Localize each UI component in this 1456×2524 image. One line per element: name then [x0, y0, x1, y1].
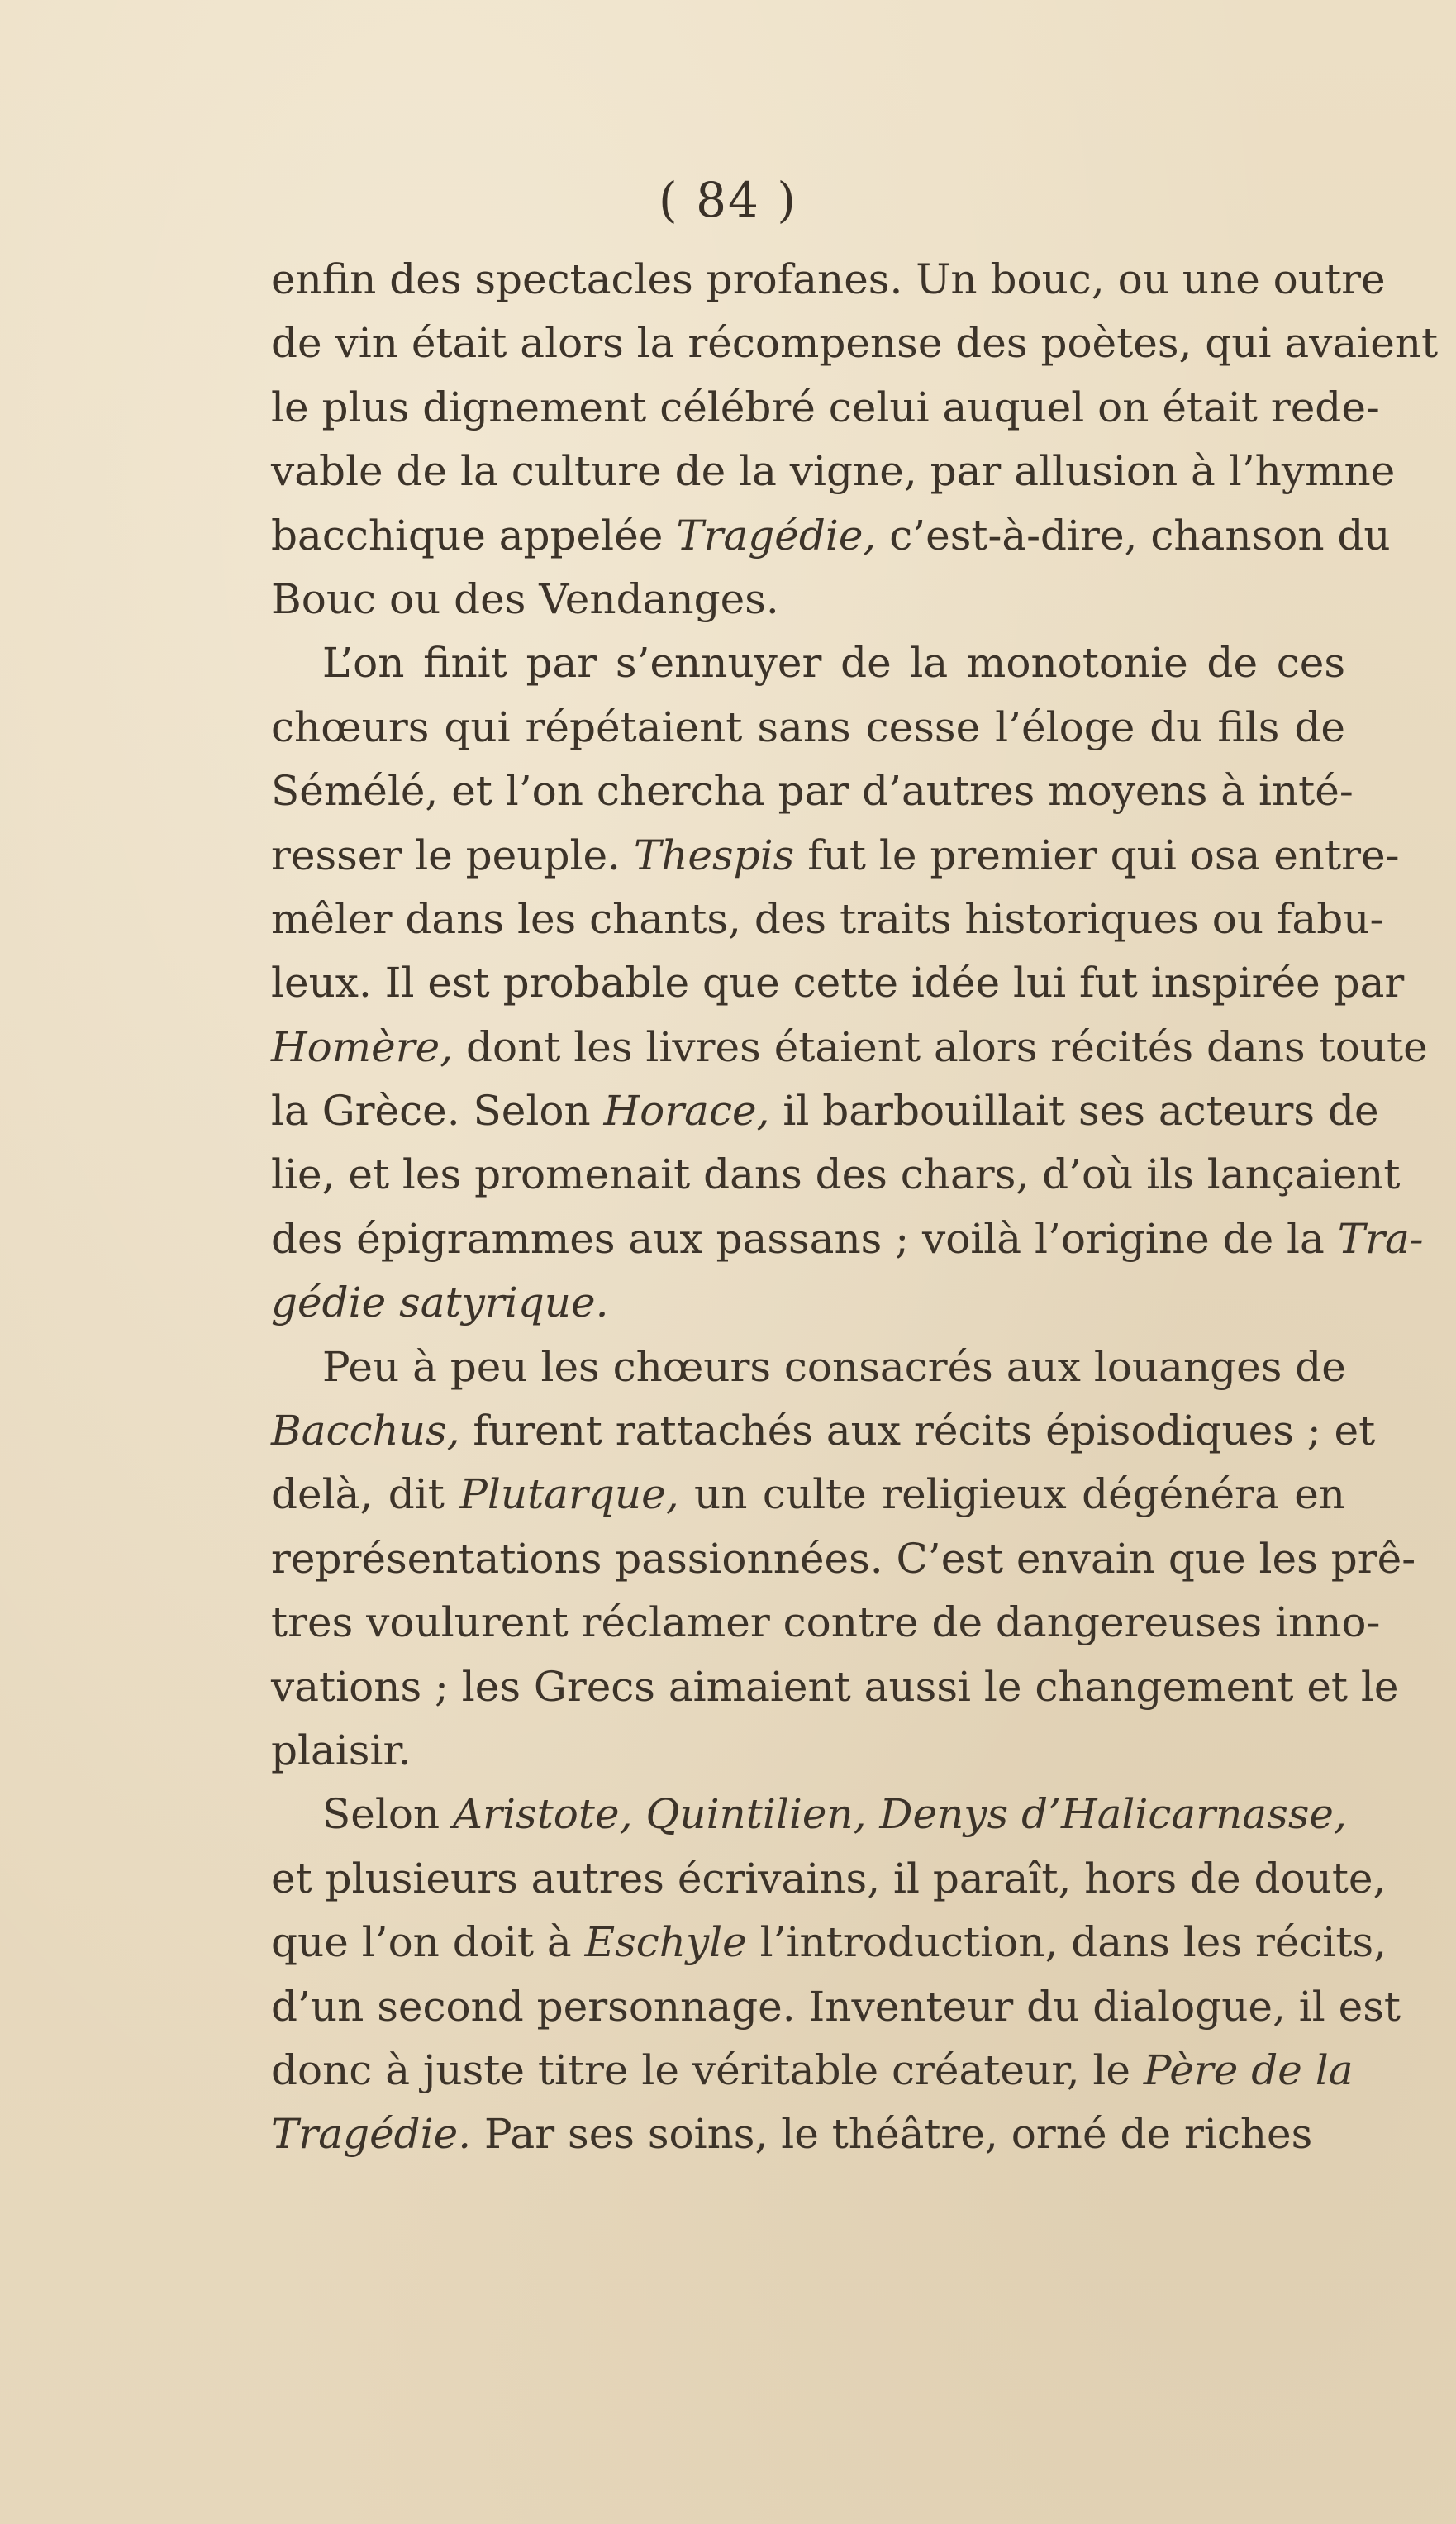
text-run: enfin des spectacles profanes. Un bouc, ou une outre [271, 255, 1386, 303]
italic-text: Aristote, Quintilien, Denys d’Halicarnasse, [453, 1790, 1347, 1839]
text-run: Peu à peu les chœurs consacrés aux louanges de [322, 1342, 1346, 1391]
text-run: chœurs qui répétaient sans cesse l’éloge du fils de [271, 702, 1345, 751]
text-line [271, 1975, 1401, 2039]
text-run: des épigrammes aux passans ; voilà l’origine de la [271, 1214, 1338, 1263]
text-line [271, 888, 1384, 951]
text-run: que l’on doit à [271, 1918, 585, 1967]
text-line [271, 248, 1386, 312]
text-line [271, 312, 1439, 375]
text-run: Sémélé, et l’on chercha par d’autres moyens à inté- [271, 767, 1354, 816]
text-run: fut le premier qui osa entre- [794, 831, 1400, 879]
text-line [271, 2103, 1345, 2166]
italic-text: Plutarque, [459, 1470, 679, 1519]
italic-text: Thespis [633, 831, 795, 879]
text-line [271, 1847, 1387, 1911]
text-run: il barbouillait ses acteurs de [769, 1087, 1379, 1136]
text-run: dont les livres étaient alors récités dans toute [453, 1022, 1428, 1071]
text-block [271, 248, 1439, 2167]
italic-text: Tragédie. [271, 2110, 472, 2159]
text-line [271, 1911, 1387, 1974]
italic-text: Tragédie, [676, 511, 877, 560]
text-run: delà, dit [271, 1470, 460, 1519]
text-line [271, 440, 1396, 503]
text-run: Selon [322, 1790, 454, 1839]
text-run: et plusieurs autres écrivains, il paraît, hors de doute, [271, 1854, 1387, 1903]
text-run: bacchique appelée [271, 511, 677, 560]
text-line [271, 568, 1345, 631]
italic-text: Père de la [1143, 2045, 1354, 2094]
text-run: de vin était alors la récompense des poètes, qui avaient [271, 319, 1439, 368]
text-line [271, 1016, 1428, 1079]
text-run: lie, et les promenait dans des chars, d’où ils lançaient [271, 1150, 1401, 1199]
text-run: donc à juste titre le véritable créateur, le [271, 2045, 1144, 2094]
text-run: Par ses soins, le théâtre, orné de riches [471, 2110, 1313, 2159]
text-run: représentations passionnées. C’est envain que les prê- [271, 1534, 1416, 1583]
text-line [271, 1655, 1399, 1719]
italic-text: Tra- [1337, 1214, 1424, 1263]
text-run: d’un second personnage. Inventeur du dialogue, il est [271, 1982, 1401, 2031]
italic-text: Bacchus, [271, 1407, 460, 1455]
text-line [271, 504, 1391, 568]
text-line [271, 1143, 1401, 1207]
text-run: tres voulurent réclamer contre de dangereuses inno- [271, 1598, 1381, 1647]
text-line [271, 1207, 1424, 1271]
text-line [271, 824, 1400, 888]
italic-text: Homère, [271, 1022, 454, 1071]
text-line [271, 1783, 1345, 1846]
text-line [271, 1719, 1345, 1783]
text-run: un culte religieux dégénéra en [678, 1470, 1345, 1519]
text-run: c’est-à-dire, chanson du [876, 511, 1391, 560]
text-line [271, 1271, 1345, 1335]
text-line [271, 951, 1405, 1015]
text-run: leux. Il est probable que cette idée lui fut inspirée par [271, 959, 1405, 1007]
text-line [271, 631, 1345, 695]
text-run: la Grèce. Selon [271, 1087, 604, 1136]
italic-text: gédie satyrique. [271, 1279, 609, 1327]
text-line [271, 696, 1345, 760]
text-run: resser le peuple. [271, 831, 634, 879]
italic-text: Horace, [603, 1087, 770, 1136]
text-run: plaisir. [271, 1726, 412, 1774]
text-line [271, 1463, 1345, 1526]
text-run: Bouc ou des Vendanges. [271, 574, 779, 623]
text-run: furent rattachés aux récits épisodiques ; et [459, 1407, 1376, 1455]
text-line [271, 2039, 1354, 2103]
text-line [271, 376, 1380, 440]
text-run: le plus dignement célébré celui auquel on était rede- [271, 383, 1380, 431]
text-line [271, 1527, 1416, 1591]
page-number: ( 84 ) [659, 172, 797, 228]
italic-text: Eschyle [584, 1918, 747, 1967]
text-run: l’introduction, dans les récits, [746, 1918, 1387, 1967]
text-run: vable de la culture de la vigne, par allusion à l’hymne [271, 447, 1396, 496]
text-run: L’on finit par s’ennuyer de la monotonie de ces [322, 639, 1345, 688]
text-line [271, 1591, 1381, 1655]
text-run: vations ; les Grecs aimaient aussi le changement et le [271, 1662, 1399, 1711]
text-line [271, 1079, 1379, 1143]
text-line [271, 760, 1354, 823]
text-run: mêler dans les chants, des traits historiques ou fabu- [271, 894, 1384, 943]
text-line [271, 1336, 1345, 1399]
text-line [271, 1399, 1376, 1463]
